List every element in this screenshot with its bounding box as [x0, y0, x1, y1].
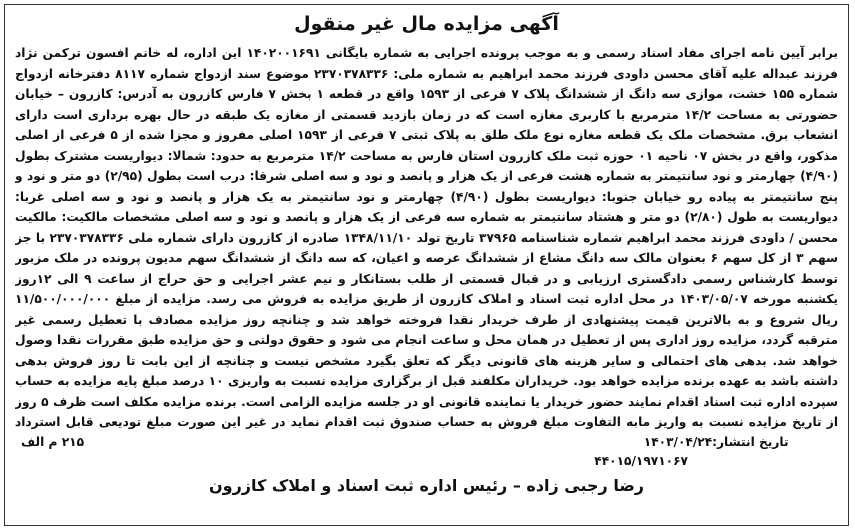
auction-notice [4, 4, 849, 526]
ad-number: ۲۱۵ م الف [21, 435, 85, 449]
publish-info [594, 433, 838, 471]
notice-title: آگهی مزایده مال غیر منقول [294, 13, 559, 35]
publish-date: تاریخ انتشار:۱۴۰۳/۰۴/۲۴ [643, 435, 789, 449]
reference-code: ۴۴۰۱۵/۱۹۷۱۰۶۷ [594, 454, 688, 468]
notice-meta [15, 433, 838, 471]
signature-line: رضا رجبی زاده – رئیس اداره ثبت اسناد و املاک کازرون [208, 476, 645, 495]
notice-body: برابر آیین نامه اجرای مفاد اسناد رسمی و به موجب پرونده اجرایی به شماره بایگانی ۱۴۰۲۰۰۱۶۹۱ این اداره، له خانم افسون ترکمن نژاد فرزند عبداله علیه آقای محسن داودی فرزند محمد ابراهیم به شماره ملی: ۲۳۷۰۳۷۸۳۳۶ موضوع سند ازدواج شماره ۸۱۱۷ دفترخانه ازدواج شماره ۱۵۵ خشت، موازی سه دانگ از ششدانگ پلاک ۷ فرعی از ۱۵۹۳ واقع در قطعه ۱ بخش ۷ فارس کازرون به آدرس: کازرون – خیابان حضورتی به مساحت ۱۴/۲ مترمربع با کاربری مغازه است که در زمان بازدید قسمتی از مغازه یک طبقه در حال بهره برداری است دارای انشعاب برق. مشخصات ملک یک قطعه مغازه نوع ملک طلق به پلاک ثبتی ۷ فرعی از ۱۵۹۳ اصلی مفروز و مجزا شده از ۵ فرعی از اصلی مذکور، واقع در بخش ۰۷ ناحیه ۰۱ حوزه ثبت ملک کازرون استان فارس به مساحت ۱۴/۲ مترمربع به حدود: شمالا: دیواریست مشترک بطول (۴/۹۰) چهارمتر و نود سانتیمتر به شماره هشت فرعی از یک هزار و پانصد و نود و سه اصلی شرقا: درب است بطول (۲/۹۵) دو متر و نود و پنج سانتیمتر به پیاده رو خیابان جنوبا: دیواریست بطول (۴/۹۰) چهارمتر و نود سانتیمتر به یک هزار و پانصد و نود و سه اصلی غربا: دیواریست به طول (۲/۸۰) دو متر و هشتاد سانتیمتر به شماره سه فرعی از یک هزار و پانصد و نود و سه اصلی مشخصات مالکیت: مالکیت محسن / داودی فرزند محمد ابراهیم شماره شناسنامه ۳۷۹۶۵ تاریخ تولد ۱۳۴۸/۱۱/۱۰ صادره از کازرون دارای شماره ملی ۲۳۷۰۳۷۸۳۳۶ با جز سهم ۳ از کل سهم ۶ بعنوان مالک سه دانگ مشاع از ششدانگ عرصه و اعیان، که سه دانگ از ششدانگ سهم مدیون پرونده در ملک مزبور توسط کارشناس رسمی دادگستری ارزیابی و در قبال قسمتی از طلب بستانکار و نیم عشر اجرایی و حق حراج از ساعت ۹ الی ۱۲روز یکشنبه مورخه ۱۴۰۳/۰۵/۰۷ در محل اداره ثبت اسناد و املاک کازرون از طریق مزایده به فروش می رسد. مزایده از مبلغ ۱۱/۵۰۰/۰۰۰/۰۰۰ ریال شروع و به بالاترین قیمت پیشنهادی از طرف خریدار نقدا فروخته خواهد شد و چنانچه روز مزایده مصادف با تعطیل رسمی غیر مترقبه گردد، مزایده روز اداری پس از تعطیل در همان محل و ساعت انجام می شود و حقوق دولتی و حق مزایده طبق مقررات نقدا وصول خواهد شد. بدهی های احتمالی و سایر هزینه های قانونی دیگر که تعلق بگیرد مشخص نیست و چنانچه از این بابت تا روز فروش بدهی داشته باشد به عهده برنده مزایده خواهد بود. خریداران مکلفند قبل از برگزاری مزایده نسبت به واریزی ۱۰ درصد مبلغ پایه مزایده به حساب سپرده اداره ثبت اسناد اقدام نمایند حضور خریدار یا نماینده قانونی او در جلسه مزایده الزامی است. برنده مزایده مکلف است ظرف ۵ روز از تاریخ مزایده نسبت به واریز مابه التفاوت مبلغ فروش به حساب صندوق ثبت اقدام نماید در غیر این صورت مبلغ تودیعی قابل استرداد [15, 46, 838, 429]
